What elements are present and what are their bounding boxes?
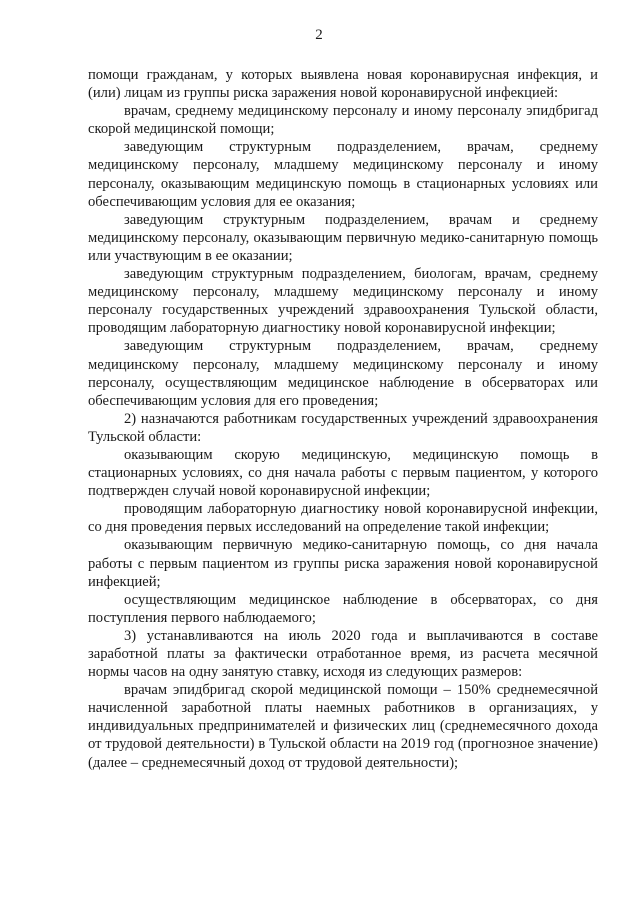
- paragraph: осуществляющим медицинское наблюдение в обсерваторах, со дня поступления первого наблюдаемого;: [88, 591, 598, 626]
- paragraph: заведующим структурным подразделением, врачам, среднему медицинскому персоналу, младшему медицинскому персоналу и иному персоналу, оказывающим медицинскую помощь в стационарных условиях или обеспечивающим условия для ее оказания;: [88, 139, 598, 210]
- paragraph: врачам эпидбригад скорой медицинской помощи – 150% среднемесячной начисленной заработной платы наемных работников в организациях, у индивидуальных предпринимателей и физических лиц (среднемесячного дохода от трудовой деятельности) в Тульской области на 2019 год (прогнозное значение) (далее – среднемесячный доход от трудовой деятельности);: [88, 682, 598, 771]
- paragraph: оказывающим первичную медико-санитарную помощь, со дня начала работы с первым пациентом из группы риска заражения новой коронавирусной инфекцией;: [88, 537, 598, 590]
- document-body: [88, 66, 598, 772]
- paragraph: заведующим структурным подразделением, врачам и среднему медицинскому персоналу, оказывающим первичную медико-санитарную помощь или участвующим в ее оказании;: [88, 211, 598, 264]
- paragraph: заведующим структурным подразделением, биологам, врачам, среднему медицинскому персоналу, младшему медицинскому персоналу и иному персоналу государственных учреждений здравоохранения Тульской области, проводящим лабораторную диагностику новой коронавирусной инфекции;: [88, 266, 598, 337]
- page-number: 2: [315, 27, 323, 43]
- paragraph: оказывающим скорую медицинскую, медицинскую помощь в стационарных условиях, со дня начала работы с первым пациентом, у которого подтвержден случай новой коронавирусной инфекции;: [88, 446, 598, 500]
- paragraph: 3) устанавливаются на июль 2020 года и выплачиваются в составе заработной платы за фактически отработанное время, из расчета месячной нормы часов на одну занятую ставку, исходя из следующих размеров:: [88, 627, 598, 681]
- paragraph: 2) назначаются работникам государственных учреждений здравоохранения Тульской области:: [88, 410, 598, 445]
- paragraph: заведующим структурным подразделением, врачам, среднему медицинскому персоналу, младшему медицинскому персоналу и иному персоналу, осуществляющим медицинское наблюдение в обсерваторах или обеспечивающим условия для его проведения;: [88, 338, 598, 409]
- paragraph: помощи гражданам, у которых выявлена новая коронавирусная инфекция, и (или) лицам из группы риска заражения новой коронавирусной инфекцией:: [88, 67, 598, 102]
- paragraph: врачам, среднему медицинскому персоналу и иному персоналу эпидбригад скорой медицинской помощи;: [88, 103, 598, 138]
- paragraph: проводящим лабораторную диагностику новой коронавирусной инфекции, со дня проведения первых исследований на определение такой инфекции;: [88, 501, 598, 536]
